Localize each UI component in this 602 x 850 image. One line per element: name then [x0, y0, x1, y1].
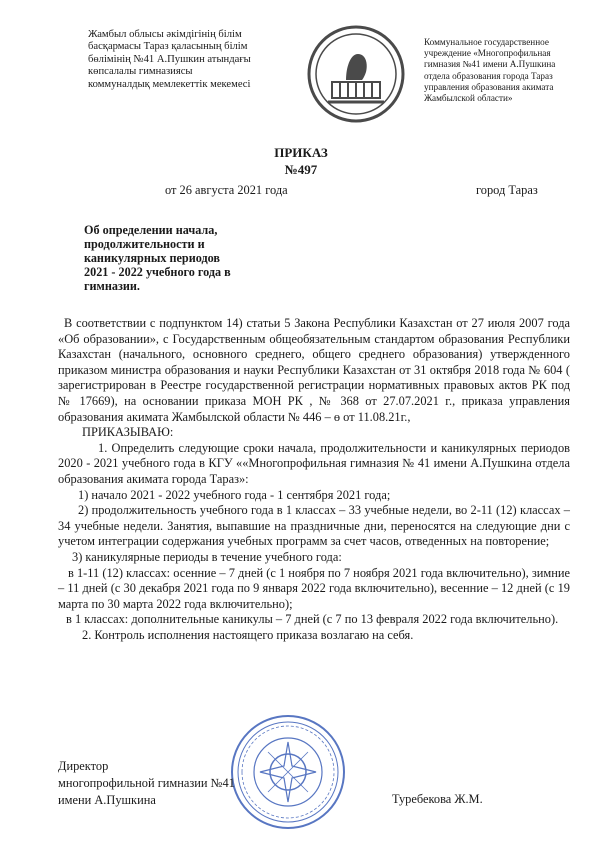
signature-position-line: имени А.Пушкина: [58, 792, 156, 807]
subject-line: продолжительности и: [84, 237, 205, 251]
item-1-2: 2) продолжительность учебного года в 1 классах – 33 учебные недели, во 2-11 (12) классах – 34 учебные недели. Занятия, выпавшие на праздничные дни, переносятся на следующие дни с учетом интеграции содержания учебных программ за счет часов, отведенных на повторение;: [58, 503, 570, 549]
subject-line: 2021 - 2022 учебного года в: [84, 265, 231, 279]
school-emblem-icon: [306, 24, 406, 124]
signature-position-line: Директор: [58, 759, 109, 773]
subject-line: Об определении начала,: [84, 223, 218, 237]
signature-position: [58, 758, 278, 808]
signature-position-line: многопрофильной гимназии №41: [58, 775, 235, 790]
subject-line: гимназии.: [84, 279, 140, 293]
order-date: от 26 августа 2021 года: [165, 183, 288, 197]
header-russian-line: Жамбылской области»: [424, 93, 513, 104]
item-1-3: 3) каникулярные периоды в течение учебного года:: [72, 549, 342, 564]
orders-word: ПРИКАЗЫВАЮ:: [82, 425, 174, 440]
header-kazakh-line: Жамбыл облысы әкімдігінің білім: [88, 29, 242, 40]
header-russian-line: Коммунальное государственное: [424, 37, 549, 47]
signature-name: Туребекова Ж.М.: [392, 792, 483, 806]
header-kazakh-line: коммуналдық мемлекеттік мекемесі: [88, 78, 251, 90]
item-1: 1. Определить следующие сроки начала, продолжительности и каникулярных периодов 2020 - 2021 учебного года в КГУ ««Многопрофильная гимназия № 41 имени А.Пушкина отдела образования акимата города Тараз»:: [58, 440, 570, 486]
header-kazakh-line: бөлімінің №41 А.Пушкин атындағы: [88, 53, 251, 65]
order-body: [58, 316, 570, 643]
order-subject: [84, 223, 284, 293]
header-kazakh-line: көпсалалы гимназиясы: [88, 66, 193, 78]
item-1-3-a: в 1-11 (12) классах: осенние – 7 дней (с 1 ноября по 7 ноября 2021 года включительно), зимние – 11 дней (с 30 декабря 2021 года по 9 января 2022 года включительно), весенние – 12 дней (с 19 марта по 30 марта 2022 года включительно);: [58, 565, 570, 611]
header-russian: [424, 37, 596, 104]
subject-line: каникулярных периодов: [84, 251, 221, 265]
order-title: ПРИКАЗ: [274, 145, 328, 160]
header-russian-line: учреждение «Многопрофильная: [424, 48, 551, 59]
header-kazakh: [88, 29, 288, 91]
item-2: 2. Контроль исполнения настоящего приказа возлагаю на себя.: [82, 627, 414, 642]
header-russian-line: управления образования акимата: [424, 81, 554, 92]
header-russian-line: отдела образования города Тараз: [424, 70, 553, 81]
header-kazakh-line: басқармасы Тараз қаласының білім: [88, 41, 248, 53]
header-russian-line: гимназия №41 имени А.Пушкина: [424, 59, 556, 70]
item-1-1: 1) начало 2021 - 2022 учебного года - 1 сентября 2021 года;: [78, 487, 391, 502]
order-number: №497: [284, 162, 318, 177]
preamble-paragraph: В соответствии с подпунктом 14) статьи 5 Закона Республики Казахстан от 27 июля 2007 года «Об образовании», с Государственным общеобязательным стандартом образования Республики Казахстан (начального, основного среднего, общего среднего образования) утвержденного приказом министра образования и науки Республики Казахстан от 31 октября 2018 года № 604 ( зарегистрирован в Реестре государственной регистрации нормативных правовых актов РК под № 17669), на основании приказа МОН РК , № 368 от 27.07.2021 г., приказа управления образования акимата Жамбылской области № 446 – ө от 11.08.21г.,: [58, 316, 570, 424]
item-1-3-b: в 1 классах: дополнительные каникулы – 7 дней (с 7 по 13 февраля 2022 года включительно).: [66, 612, 559, 627]
order-city: город Тараз: [476, 183, 538, 197]
